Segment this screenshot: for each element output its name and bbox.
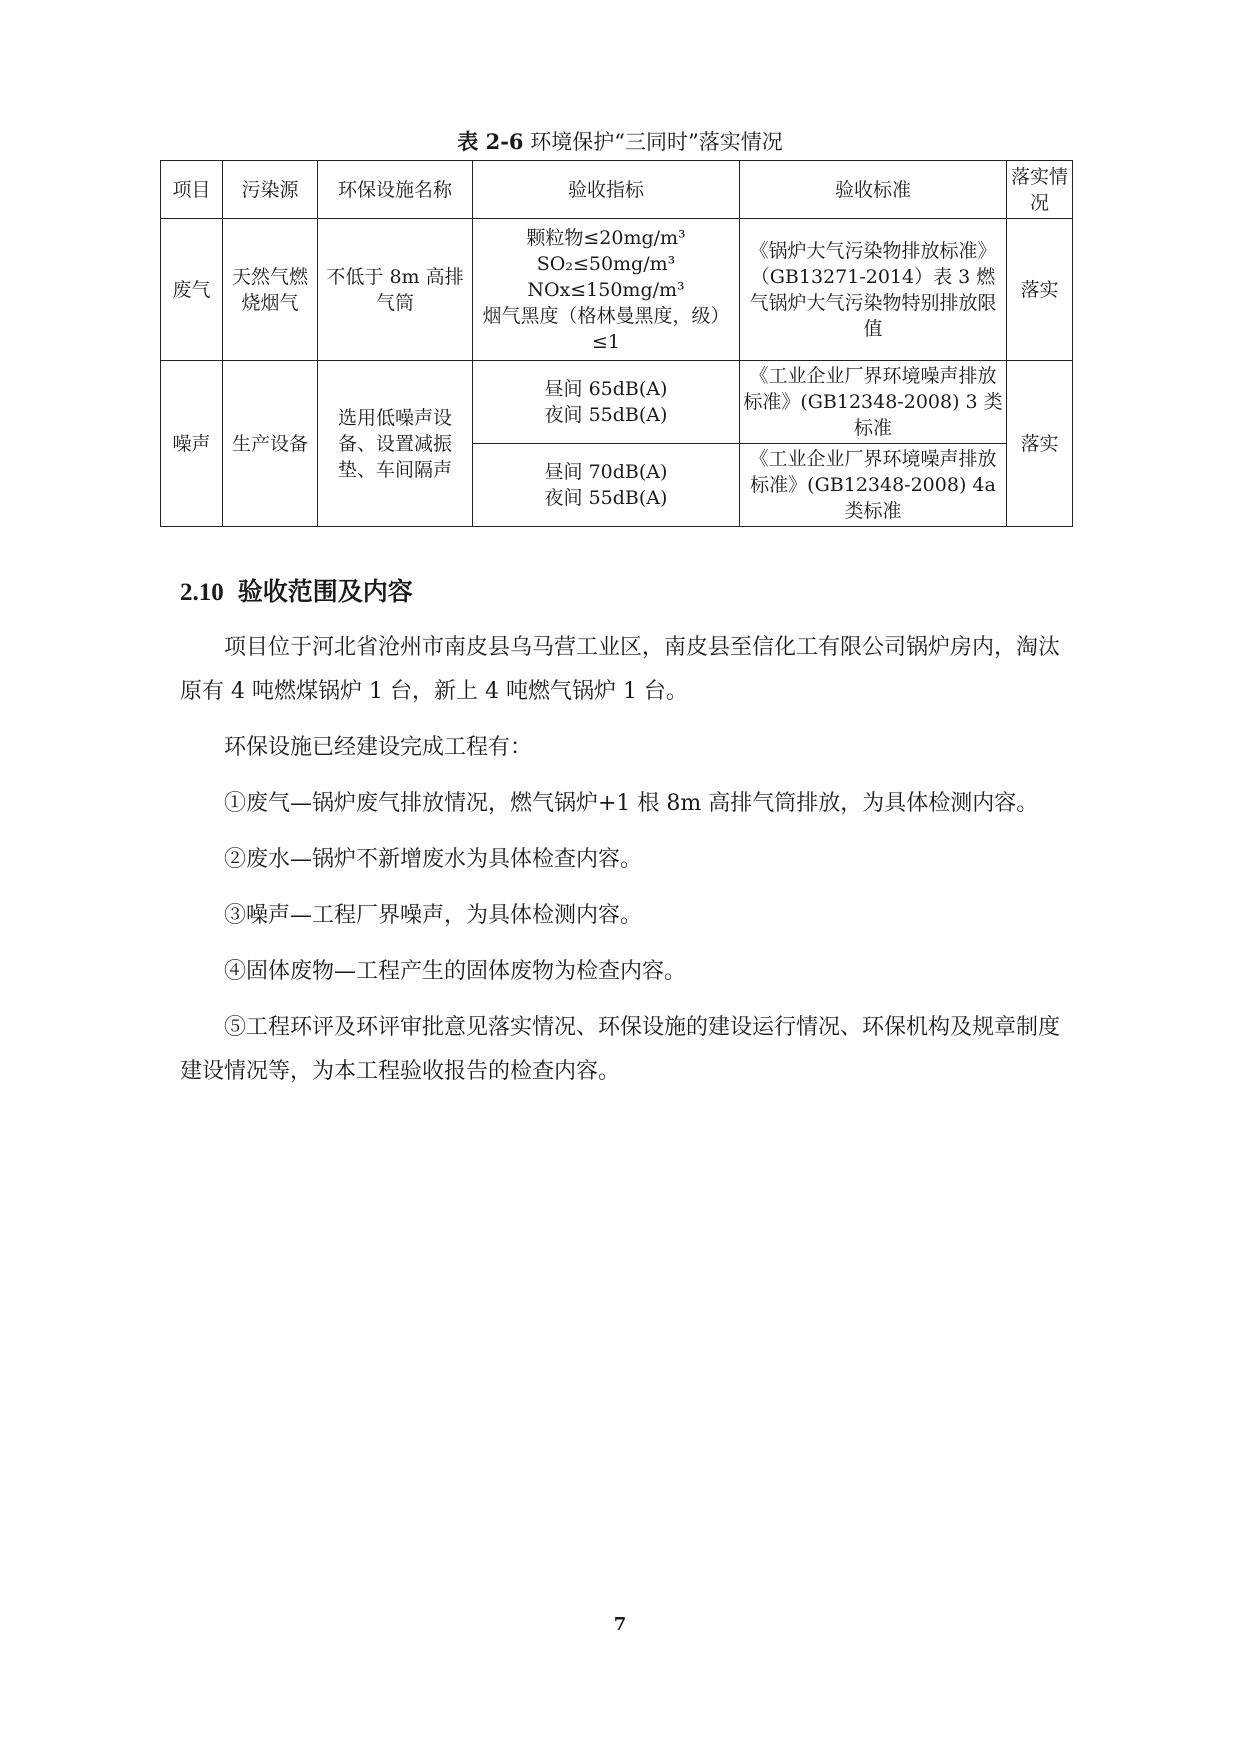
section-number: 2.10	[180, 579, 224, 606]
header-indicator: 验收指标	[473, 161, 740, 219]
header-item: 项目	[161, 161, 223, 219]
noise-indicator-night-1: 夜间 55dB(A)	[544, 404, 668, 426]
noise-standard-1: 《工业企业厂界环境噪声排放标准》(GB12348-2008) 3 类标准	[740, 361, 1007, 444]
noise-indicator-night-2: 夜间 55dB(A)	[544, 487, 668, 509]
table-caption-label: 表 2-6	[457, 129, 524, 154]
gas-indicator-particulate: 颗粒物≤20mg/m³	[526, 226, 686, 249]
page-number: 7	[613, 1614, 627, 1635]
section-title: 验收范围及内容	[237, 577, 413, 606]
header-status: 落实情况	[1007, 161, 1073, 219]
paragraph-location: 项目位于河北省沧州市南皮县乌马营工业区，南皮县至信化工有限公司锅炉房内，淘汰原有 4 吨燃煤锅炉 1 台，新上 4 吨燃气锅炉 1 台。	[180, 635, 1061, 704]
gas-facility: 不低于 8m 高排气筒	[318, 219, 473, 361]
section-heading	[180, 572, 413, 608]
header-standard: 验收标准	[740, 161, 1007, 219]
table-row-noise-1	[161, 361, 1073, 444]
table-caption	[0, 126, 1240, 156]
paragraph-intro: 环保设施已经建设完成工程有：	[224, 735, 533, 760]
paragraph-item-noise: ③噪声—工程厂界噪声，为具体检测内容。	[224, 903, 643, 928]
gas-indicator-so2: SO₂≤50mg/m³	[536, 252, 676, 275]
table-caption-text: 环境保护“三同时”落实情况	[530, 130, 783, 154]
environmental-table	[160, 160, 1073, 527]
header-source: 污染源	[223, 161, 318, 219]
noise-indicators-2	[473, 444, 740, 527]
paragraph-item-gas: ①废气—锅炉废气排放情况，燃气锅炉+1 根 8m 高排气筒排放，为具体检测内容。	[224, 791, 1039, 816]
gas-standard: 《锅炉大气污染物排放标准》（GB13271-2014）表 3 燃气锅炉大气污染物特别排放限值	[740, 219, 1007, 361]
table-header-row	[161, 161, 1073, 219]
noise-indicator-day-2: 昼间 70dB(A)	[544, 461, 668, 483]
noise-source: 生产设备	[223, 361, 318, 527]
noise-indicators-1	[473, 361, 740, 444]
section-body	[180, 626, 1060, 1106]
noise-facility: 选用低噪声设备、设置减振垫、车间隔声	[318, 361, 473, 527]
header-facility: 环保设施名称	[318, 161, 473, 219]
paragraph-item-other: ⑤工程环评及环评审批意见落实情况、环保设施的建设运行情况、环保机构及规章制度建设情况等，为本工程验收报告的检查内容。	[180, 1015, 1061, 1084]
gas-status: 落实	[1007, 219, 1073, 361]
gas-indicator-smoke: 烟气黑度（格林曼黑度，级）≤1	[482, 304, 730, 353]
paragraph-item-solid: ④固体废物—工程产生的固体废物为检查内容。	[224, 959, 687, 984]
noise-indicator-day-1: 昼间 65dB(A)	[544, 378, 668, 400]
noise-standard-2: 《工业企业厂界环境噪声排放标准》(GB12348-2008) 4a 类标准	[740, 444, 1007, 527]
gas-item: 废气	[161, 219, 223, 361]
table-row-gas	[161, 219, 1073, 361]
paragraph-item-water: ②废水—锅炉不新增废水为具体检查内容。	[224, 847, 643, 872]
gas-indicator-nox: NOx≤150mg/m³	[527, 278, 685, 301]
gas-source: 天然气燃烧烟气	[223, 219, 318, 361]
noise-status: 落实	[1007, 361, 1073, 527]
noise-item: 噪声	[161, 361, 223, 527]
gas-indicators	[473, 219, 740, 361]
